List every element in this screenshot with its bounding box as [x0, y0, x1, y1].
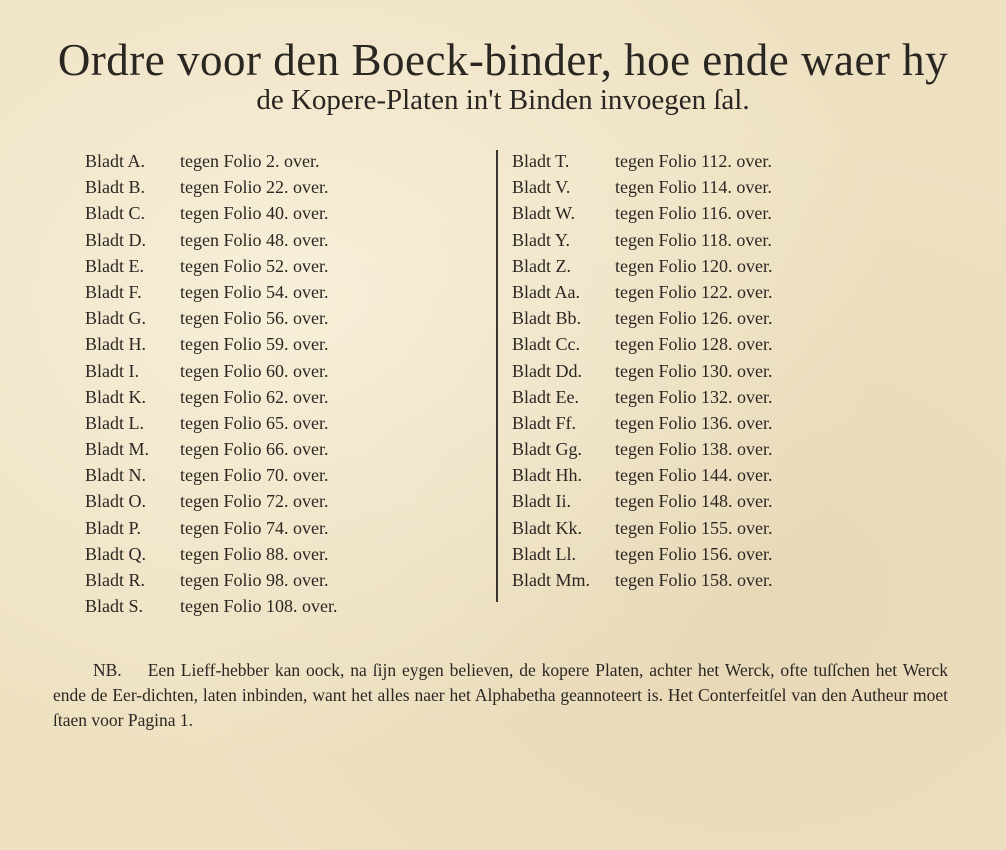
plate-label: Bladt Kk.: [512, 517, 582, 538]
folio-placement: tegen Folio 56. over.: [180, 308, 329, 329]
binder-note: [53, 658, 948, 733]
plate-label: Bladt Dd.: [512, 360, 582, 381]
plate-entry: [85, 200, 337, 226]
plate-entry: [512, 384, 772, 410]
plate-label: Bladt H.: [85, 334, 146, 355]
plate-label: Bladt I.: [85, 360, 139, 381]
plate-label: Bladt Ee.: [512, 386, 579, 407]
folio-placement: tegen Folio 148. over.: [615, 491, 773, 512]
plate-entry: [512, 279, 772, 305]
folio-placement: tegen Folio 155. over.: [615, 517, 773, 538]
plate-entry: [512, 227, 772, 253]
plate-label: Bladt B.: [85, 177, 146, 198]
plate-entry: [512, 253, 772, 279]
plate-list-left: [85, 148, 337, 619]
folio-placement: tegen Folio 116. over.: [615, 203, 772, 224]
plate-entry: [85, 279, 337, 305]
plate-entry: [512, 515, 772, 541]
plate-entry: [85, 253, 337, 279]
plate-label: Bladt N.: [85, 465, 146, 486]
folio-placement: tegen Folio 22. over.: [180, 177, 329, 198]
folio-placement: tegen Folio 122. over.: [615, 281, 773, 302]
plate-label: Bladt D.: [85, 229, 146, 250]
folio-placement: tegen Folio 144. over.: [615, 465, 773, 486]
folio-placement: tegen Folio 130. over.: [615, 360, 773, 381]
folio-placement: tegen Folio 54. over.: [180, 281, 329, 302]
plate-label: Bladt M.: [85, 439, 150, 460]
folio-placement: tegen Folio 136. over.: [615, 412, 773, 433]
plate-entry: [85, 384, 337, 410]
plate-entry: [85, 331, 337, 357]
plate-label: Bladt F.: [85, 281, 142, 302]
plate-entry: [512, 331, 772, 357]
plate-label: Bladt T.: [512, 151, 570, 171]
plate-entry: [85, 227, 337, 253]
folio-placement: tegen Folio 128. over.: [615, 334, 773, 355]
plate-entry: [85, 488, 337, 514]
folio-placement: tegen Folio 132. over.: [615, 386, 773, 407]
note-text: Een Lieff-hebber kan oock, na ſijn eygen believen, de kopere Platen, achter het Werck, ofte tuſſchen het Werck ende de Eer-dichten, laten inbinden, want het alles naer het Alphabetha geannoteert is. Het Conterfeitſel van den Autheur moet ſtaen voor Pagina 1.: [53, 659, 948, 730]
plate-label: Bladt C.: [85, 203, 146, 224]
plate-entry: [512, 541, 772, 567]
folio-placement: tegen Folio 114. over.: [615, 177, 772, 198]
plate-entry: [85, 148, 337, 174]
folio-placement: tegen Folio 65. over.: [180, 412, 329, 433]
plate-entry: [512, 462, 772, 488]
plate-entry: [512, 305, 772, 331]
plate-entry: [512, 358, 772, 384]
plate-entry: [85, 515, 337, 541]
plate-label: Bladt R.: [85, 570, 146, 590]
folio-placement: tegen Folio 59. over.: [180, 334, 329, 355]
page-title: Ordre voor den Boeck-binder, hoe ende waer hy: [57, 35, 949, 85]
plate-entry: [512, 174, 772, 200]
plate-entry: [85, 174, 337, 200]
plate-entry: [85, 567, 337, 593]
plate-label: Bladt Bb.: [512, 308, 582, 329]
folio-placement: tegen Folio 74. over.: [180, 517, 329, 538]
folio-placement: tegen Folio 66. over.: [180, 439, 329, 460]
folio-placement: tegen Folio 72. over.: [180, 491, 329, 512]
plate-label: Bladt Gg.: [512, 439, 582, 460]
plate-entry: [85, 410, 337, 436]
plate-entry: [512, 488, 772, 514]
plate-entry: [512, 148, 772, 174]
folio-placement: tegen Folio 62. over.: [180, 386, 329, 407]
folio-placement: tegen Folio 70. over.: [180, 465, 329, 486]
plate-entry: [512, 567, 772, 593]
plate-label: Bladt G.: [85, 308, 146, 329]
plate-label: Bladt S.: [85, 596, 144, 617]
plate-list-right: [512, 148, 772, 593]
folio-placement: tegen Folio 88. over.: [180, 543, 329, 564]
plate-label: Bladt Ff.: [512, 412, 577, 433]
folio-placement: tegen Folio 98. over.: [180, 570, 329, 590]
folio-placement: tegen Folio 126. over.: [615, 308, 773, 329]
note-label: NB.: [93, 659, 122, 680]
plate-label: Bladt Z.: [512, 255, 571, 276]
plate-label: Bladt L.: [85, 412, 144, 433]
plate-label: Bladt Ll.: [512, 543, 576, 564]
plate-entry: [85, 541, 337, 567]
plate-label: Bladt P.: [85, 517, 142, 538]
plate-entry: [85, 462, 337, 488]
plate-label: Bladt K.: [85, 386, 146, 407]
folio-placement: tegen Folio 156. over.: [615, 543, 773, 564]
plate-entry: [85, 305, 337, 331]
folio-placement: tegen Folio 108. over.: [180, 596, 338, 617]
plate-label: Bladt Q.: [85, 543, 146, 564]
folio-placement: tegen Folio 138. over.: [615, 439, 773, 460]
plate-label: Bladt Y.: [512, 229, 571, 250]
plate-entry: [512, 200, 772, 226]
plate-entry: [85, 436, 337, 462]
plate-label: Bladt Cc.: [512, 334, 580, 355]
folio-placement: tegen Folio 112. over.: [615, 151, 772, 171]
folio-placement: tegen Folio 158. over.: [615, 570, 773, 590]
column-divider: [496, 150, 498, 602]
plate-entry: [85, 593, 337, 619]
folio-placement: tegen Folio 2. over.: [180, 151, 320, 171]
plate-label: Bladt Ii.: [512, 491, 571, 512]
plate-label: Bladt E.: [85, 255, 144, 276]
folio-placement: tegen Folio 40. over.: [180, 203, 329, 224]
folio-placement: tegen Folio 48. over.: [180, 229, 329, 250]
plate-label: Bladt W.: [512, 203, 576, 224]
plate-label: Bladt Mm.: [512, 570, 591, 590]
plate-label: Bladt Aa.: [512, 281, 580, 302]
plate-label: Bladt A.: [85, 151, 146, 171]
plate-label: Bladt V.: [512, 177, 571, 198]
plate-label: Bladt O.: [85, 491, 146, 512]
folio-placement: tegen Folio 60. over.: [180, 360, 329, 381]
folio-placement: tegen Folio 118. over.: [615, 229, 772, 250]
plate-entry: [512, 410, 772, 436]
plate-entry: [85, 358, 337, 384]
page-subtitle: de Kopere-Platen in't Binden invoegen ſal.: [256, 84, 750, 116]
folio-placement: tegen Folio 120. over.: [615, 255, 773, 276]
plate-entry: [512, 436, 772, 462]
plate-label: Bladt Hh.: [512, 465, 582, 486]
folio-placement: tegen Folio 52. over.: [180, 255, 329, 276]
